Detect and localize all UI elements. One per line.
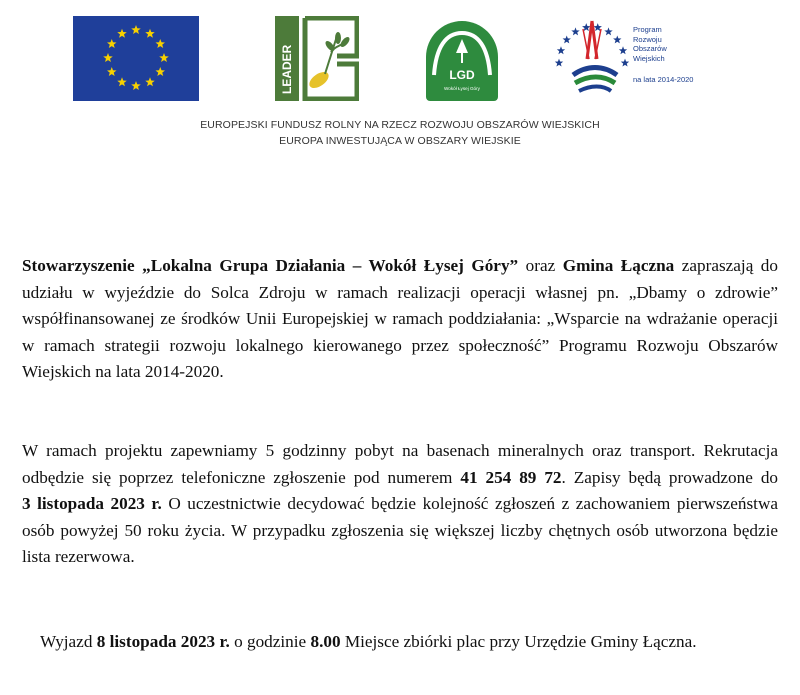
departure-text-2: o godzinie [229,632,311,651]
details-text-3: O uczestnictwie decydować będzie kolejność zgłoszeń z zachowaniem pierwszeństwa osób powyżej 50 roku życia. W przypadku zgłoszenia się większej liczby chętnych osób utworzona będzie lista rezerwowa. [22,494,778,567]
paragraph-invitation [22,253,778,386]
paragraph-details [22,438,778,571]
eu-flag-icon [73,16,199,101]
conjunction: oraz [518,256,563,275]
leader-text: LEADER [280,44,294,94]
prow-star-icon [557,46,565,54]
prow-line-2: Rozwoju [633,34,662,44]
fund-line-1: EUROPEJSKI FUNDUSZ ROLNY NA RZECZ ROZWOJU OBSZARÓW WIEJSKICH [200,119,600,131]
prow-star-icon [555,59,563,67]
prow-line-4: Wiejskich [633,53,665,63]
fund-line-2: EUROPA INWESTUJĄCA W OBSZARY WIEJSKIE [279,135,521,147]
prow-line-3: Obszarów [633,44,667,54]
prow-years: na lata 2014-2020 [633,75,694,84]
paragraph-departure [40,629,780,656]
lgd-icon [424,17,500,101]
prow-name [633,25,667,63]
departure-date: 8 listopada 2023 r. [96,632,230,651]
leader-logo [275,16,359,101]
details-text-2: . Zapisy będą prowadzone do [561,467,779,487]
leader-icon [275,16,359,101]
invitation-text: zapraszają do udziału w wyjeździe do Solca Zdroju w ramach realizacji operacji własnej pn. „Dbamy o zdrowie” współfinansowanej ze środków Unii Europejskiej w ramach poddziałania: „Wsparcie na wdrażanie operacji w ramach strategii rozwoju lokalnego kierowanego przez społeczność” Programu Rozwoju Obszarów Wiejskich na lata 2014-2020. [22,256,778,382]
departure-time: 8.00 [310,632,341,651]
prow-line-1: Program [633,25,662,34]
phone-number: 41 254 89 72 [460,467,562,487]
prow-star-icon [619,46,627,54]
details-text-1: W ramach projektu zapewniamy 5 godzinny pobyt na basenach mineralnych oraz transport. Rekrutacja odbędzie się poprzez telefoniczne zgłoszenie pod numerem [22,441,778,487]
prow-star-icon [613,35,621,43]
departure-text-1: Wyjazd [40,632,97,651]
lgd-text: LGD [449,68,475,82]
lgd-subtext: Wokół Łysej Góry [444,86,480,91]
departure-text-3: Miejsce zbiórki plac przy Urzędzie Gminy Łączna. [340,632,697,651]
prow-logo [553,15,743,105]
organization-name: Stowarzyszenie „Lokalna Grupa Działania – Wokół Łysej Góry” [22,256,519,275]
eu-flag-logo [73,16,199,101]
prow-star-icon [563,35,571,43]
prow-star-icon [571,27,579,35]
logo-bar [0,0,800,110]
prow-star-icon [604,27,612,35]
lgd-logo [424,17,500,101]
prow-emblem-icon [553,15,631,105]
prow-star-icon [621,59,629,67]
signup-deadline: 3 listopada 2023 r. [22,494,162,514]
gmina-name: Gmina Łączna [562,256,675,275]
